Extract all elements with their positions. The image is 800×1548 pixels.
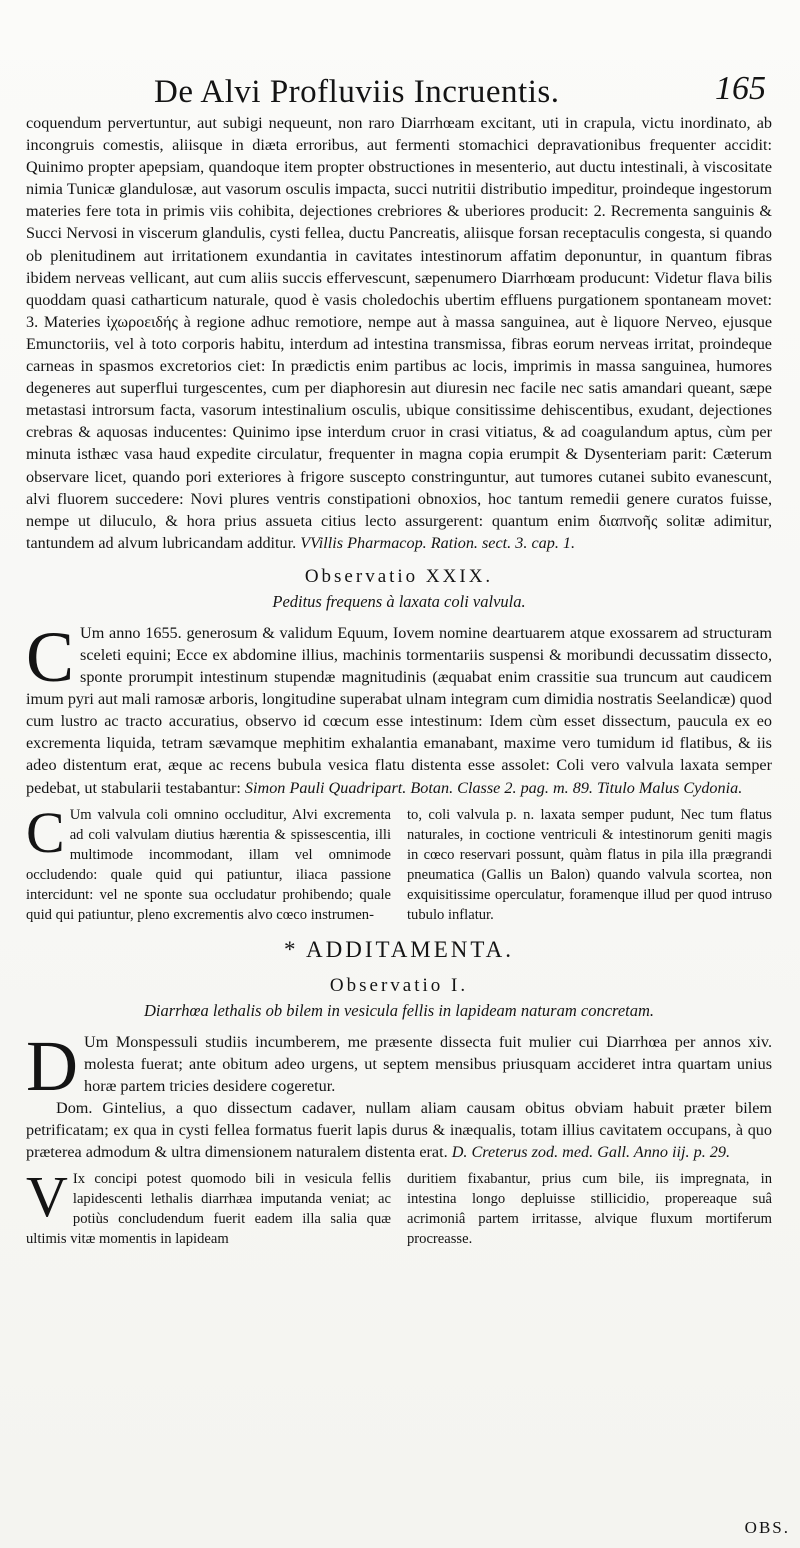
- additamenta-paragraph-1-text: Um Monspessuli studiis incumberem, me præsente dissecta fuit mulier cui Diarrhœa per annos xiv. molesta fuerat; ante obitum adeo urgens, ut septem mensibus priusquam accideret intra quartam unius horæ partem tricies desidere cogeretur.: [84, 1032, 772, 1095]
- scholion-1-right-text: to, coli valvula p. n. laxata semper pudunt, Nec tum flatus naturales, in coctione ventriculi & intestinorum geniti magis in cœco reservari possunt, quàm flatus in pila illa prægrandi pneumatica (Gallis un Balon) quando valvula scortea, non exquisitissime operculatur, foramenque illud per quod intruso tubulo inflatur.: [407, 806, 772, 923]
- scholion-1-right-column: [407, 805, 772, 925]
- observation-29-heading: Observatio XXIX.: [304, 565, 494, 587]
- scholion-2-left-column: [26, 1164, 391, 1249]
- scholion-1: [26, 799, 772, 925]
- scholion-2: [26, 1164, 772, 1249]
- additamenta-paragraph-2-text: Dom. Gintelius, a quo dissectum cadaver, nullam aliam causam obitus obviam habuit præter bilem petrificatam; ex qua in cysti fellea formatus fuerit lapis durus & inæqualis, totam illius cavitatem occupans, à quo præterea admodum & ultra dimensionem naturalem distenta erat.: [26, 1098, 772, 1162]
- text-block-1: [26, 112, 772, 554]
- drop-cap: C: [26, 799, 65, 865]
- catchword: OBS.: [744, 1518, 790, 1537]
- scholion-2-right-column: [407, 1169, 772, 1249]
- additamenta-paragraph-1: [26, 1025, 772, 1106]
- page-number: 165: [715, 70, 766, 107]
- observation-29-subtitle: Peditus frequens à laxata coli valvula.: [272, 591, 526, 611]
- additamenta-heading: * ADDITAMENTA.: [284, 936, 514, 962]
- text-block-1-body: coquendum pervertuntur, aut subigi nequeunt, non raro Diarrhœam excitant, uti in crapula, victu inordinato, ab incongruis comestis, aliisque in diæta erroribus, aut fermenti stomachici depravationibus frequenter accidit: Quinimo propter apepsiam, quandoque item propter obstructiones in mesenterio, aut ductu intestinali, à viscositate nimia Tunicæ glandulosæ, aut vasorum osculis impacta, succi nutritii distributio impeditur, proindeque ingestorum materies fere tota in primis viis cohibita, dejectiones crebriores & uberiores producit: 2. Recrementa sanguinis & Succi Nervosi in viscerum glandulis, cysti fellea, ductu Pancreatis, aliisque forsan receptaculis congesta, si quando ob plenitudinem aut irritationem exundantia in cavitates intestinorum affatim deponuntur, in quantum fibras ibidem nerveas vellicant, aut cum aliis succis effervescunt, sæpenumero Diarrhœam producunt: Videtur flava bilis quoddam quasi catharticum naturale, quod è vasis choledochis ubertim effluens purgationem spontaneam movet: 3. Materies ἰχωροειδής à regione adhuc remotiore, nempe aut à massa sanguinea, aut è liquore Nerveo, ejusque Emunctoriis, vel à toto corporis habitu, interdum ad intestina transmissa, fibras eorum nerveas irritat, proindeque carneas in spasmos excretorios ciet: In prædictis enim partibus ac locis, imprimis in massa sanguinea, humores degeneres aut superflui turgescentes, cum per diaphoresin aut diuresin nec facile nec satis amandari queant, sæpe metastasi introrsum facta, vasorum intestinalium osculis, ubique consitissime dehiscentibus, exudant, dejectiones crebras & aquosas inducentes: Quinimo ipse interdum cruor in crasi vitiatus, & ad coagulandum aptus, cùm per minuta isthæc vasa haud expedite circulatur, frequenter in magna copia erumpit & Dysenteriam parit: Cæterum observare licet, quando pori exteriores à frigore suscepto constringuntur, aut tumores cutanei subito evanescunt, alvi fluorem succedere: Novi plures ventris constipationi obnoxios, hoc tantum remedii genere curatos fuisse, nempe ut diluculo, & hora prius assueta citius lecto assurgerent: quantum enim διαπνοῆς solitæ adimitur, tantundem ad alvum lubricandam additur.: [26, 114, 772, 552]
- additamenta-paragraph-2-reference: D. Creterus zod. med. Gall. Anno iij. p. 29.: [451, 1143, 731, 1162]
- additamenta-observation-heading: Observatio I.: [329, 974, 469, 996]
- running-head: [26, 62, 772, 112]
- running-title: De Alvi Profluviis Incruentis.: [154, 74, 560, 110]
- observation-29-body: Um anno 1655. generosum & validum Equum, Iovem nomine deartuarem atque exossarem ad structuram sceleti equini; Ecce ex abdomine illius, machinis tormentariis suspensi & moribundi decussatim dissecto, sponte prorumpit intestinum stupendæ magnitudinis (æquabat enim crassitie sua truncum aut caudicem imum pyri aut mali ramosæ arboris, longitudine superabat ulnam integram cum dimidia nostratis Seelandicæ) quod cum lustro ac tracto accuratius, observo id cœcum esse intestinum: Idem cùm esset dissectum, paucula ex eo excrementa liquida, tetram sævamque mephitim exhalantia emanabant, maxime vero tumidum id flatibus, & iis adeo distentum erat, æque ac recens bubula vesica flatu distenta esse assolet: Coli vero valvula laxata semper pedebat, ut stabularii testabantur:: [26, 623, 772, 797]
- drop-cap: V: [26, 1164, 68, 1230]
- observation-29-reference: Simon Pauli Quadripart. Botan. Classe 2. pag. m. 89. Titulo Malus Cydonia.: [244, 778, 743, 797]
- scholion-1-left-text: Um valvula coli omnino occluditur, Alvi excrementa ad coli valvulam diutius hærentia & spissescentia, illi multimode incommodant, illam vel omnimode occludendo: quale quid qui patiuntur, iliaca passione intercidunt: vel ne sponte sua occludatur prohibendo; quale quid qui patiuntur, pleno excrementis alvo cœco instrumen-: [26, 806, 391, 923]
- scholion-1-left-column: [26, 799, 391, 925]
- drop-cap: C: [26, 616, 75, 697]
- additamenta-paragraph-2: [26, 1097, 772, 1163]
- drop-cap: D: [26, 1025, 78, 1106]
- observation-29-text: [26, 616, 772, 799]
- additamenta-observation-subtitle: Diarrhœa lethalis ob bilem in vesicula fellis in lapideam naturam concretam.: [143, 1000, 655, 1020]
- text-block-1-reference: VVillis Pharmacop. Ration. sect. 3. cap. 1.: [300, 533, 576, 552]
- scholion-2-right-text: duritiem fixabantur, prius cum bile, iis impregnata, in intestina longo depluisse stillicidio, propereaque suâ acrimoniâ partem irritasse, alvique fluxum mortiferum procreasse.: [407, 1171, 772, 1248]
- scholion-2-left-text: Ix concipi potest quomodo bili in vesicula fellis lapidescenti lethalis diarrhæa imputanda veniat; ac potiùs concludendum fuerit eadem illa salia quæ ultimis vitæ momentis in lapideam: [26, 1171, 391, 1248]
